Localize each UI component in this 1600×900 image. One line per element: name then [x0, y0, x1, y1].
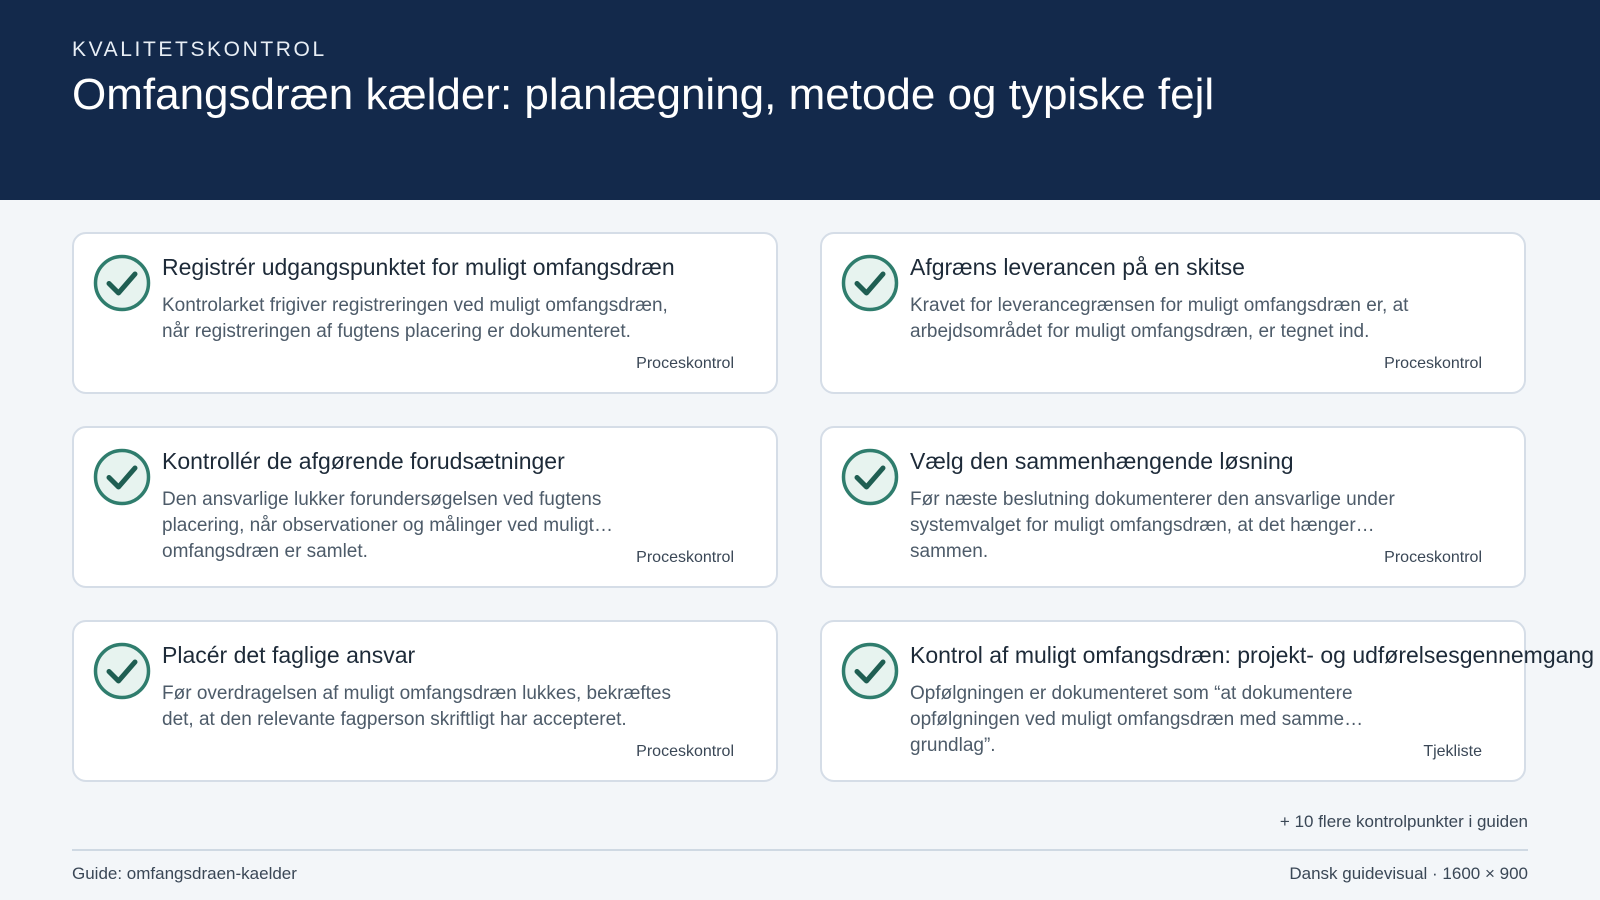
check-circle-icon — [93, 642, 151, 700]
card-title: Placér det faglige ansvar — [162, 642, 416, 668]
card-description: Kravet for leverancegrænsen for muligt omfangsdræn er, at arbejdsområdet for muligt omfangsdræn, er tegnet ind. — [910, 295, 1409, 342]
check-circle-icon — [841, 254, 899, 312]
checklist-card[interactable] — [72, 426, 778, 588]
more-checkpoints-link[interactable]: + 10 flere kontrolpunkter i guiden — [1279, 812, 1528, 831]
checklist-card[interactable] — [72, 232, 778, 394]
checklist-card[interactable] — [72, 620, 778, 782]
card-tag: Proceskontrol — [1384, 355, 1482, 372]
card-title: Registrér udgangspunktet for muligt omfangsdræn — [162, 254, 675, 280]
guide-slug: Guide: omfangsdraen-kaelder — [72, 864, 297, 883]
check-circle-icon — [93, 254, 151, 312]
card-description: Den ansvarlige lukker forundersøgelsen ved fugtens placering, når observationer og målinger ved muligt omfangsdræn er samlet. — [162, 489, 602, 562]
footer-credit: Dansk guidevisual · 1600 × 900 — [1289, 864, 1528, 883]
card-title: Vælg den sammenhængende løsning — [910, 448, 1294, 474]
checklist-card[interactable] — [820, 232, 1526, 394]
card-description: Før overdragelsen af muligt omfangsdræn lukkes, bekræftes det, at den relevante fagperson skriftligt har accepteret. — [162, 683, 671, 730]
card-title: Kontrollér de afgørende forudsætninger — [162, 448, 565, 474]
card-title: Afgræns leverancen på en skitse — [910, 254, 1245, 280]
checklist-card[interactable] — [820, 426, 1526, 588]
card-description: Før næste beslutning dokumenterer den ansvarlige under systemvalget for muligt omfangsdræn, at det hænger sammen. — [910, 489, 1395, 562]
card-title: Kontrol af muligt omfangsdræn: projekt- og udførelsesgennemgang — [910, 642, 1594, 668]
eyebrow-label: KVALITETSKONTROL — [72, 38, 327, 61]
page-title: Omfangsdræn kælder: planlægning, metode og typiske fejl — [72, 70, 1215, 119]
check-circle-icon — [841, 448, 899, 506]
check-circle-icon — [841, 642, 899, 700]
header-banner — [0, 0, 1600, 200]
card-description: Kontrolarket frigiver registreringen ved muligt omfangsdræn, når registreringen af fugtens placering er dokumenteret. — [162, 295, 668, 342]
checklist-card[interactable] — [820, 620, 1594, 782]
card-tag: Tjekliste — [1423, 743, 1482, 760]
card-tag: Proceskontrol — [636, 355, 734, 372]
card-tag: Proceskontrol — [636, 743, 734, 760]
card-tag: Proceskontrol — [636, 549, 734, 566]
card-tag: Proceskontrol — [1384, 549, 1482, 566]
check-circle-icon — [93, 448, 151, 506]
card-description: Opfølgningen er dokumenteret som “at dokumentere opfølgningen ved muligt omfangsdræn med samme grundlag”. — [910, 683, 1353, 756]
footer-divider — [72, 849, 1528, 851]
